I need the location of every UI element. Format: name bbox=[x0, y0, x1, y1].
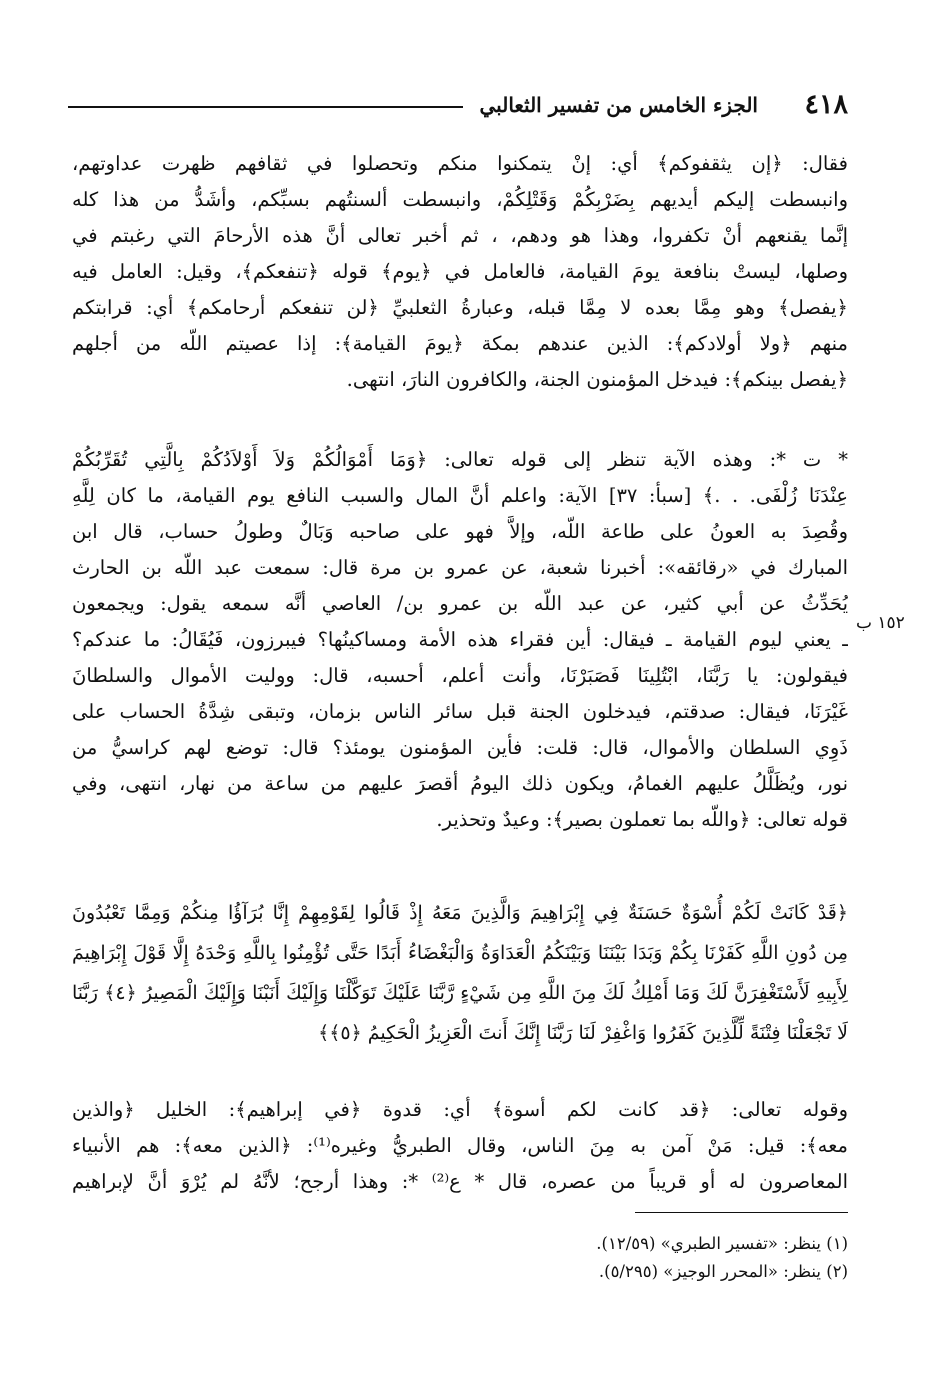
text-line: معه﴾: قيل: مَنْ آمن به مِنَ الناس، وقال الطبريُّ وغيره⁽¹⁾: ﴿الذين معه﴾: هم الأنبياء bbox=[72, 1134, 848, 1157]
text-line: عِنْدَنَا زُلْفَى. . .﴾ [سبأ: ٣٧] الآية: واعلم أنَّ المال والسبب النافع يوم القيامة، ما كان لِلَّهِ bbox=[72, 484, 848, 507]
text-line: ـ يعني ليوم القيامة ـ فيقال: أين فقراء هذه الأمة ومساكينُها؟ فيبرزون، فَيُقَالُ: ما عندكم؟ bbox=[72, 628, 848, 651]
text-line: ذَوِي السلطان والأموال، قال: قلت: فأين المؤمنون يومئذ؟ قال: توضع لهم كراسيُّ من bbox=[72, 736, 848, 759]
paragraph-1 bbox=[72, 146, 848, 398]
verse-line: لَا تَجْعَلْنَا فِتْنَةً لِّلَّذِينَ كَفَرُوا وَاغْفِرْ لَنَا رَبَّنَا إِنَّكَ أَنتَ الْعَزِيزُ الْحَكِيمُ ﴿٥﴾﴾ bbox=[318, 1022, 848, 1044]
header-rule bbox=[68, 106, 463, 108]
verse-line: ﴿قَدْ كَانَتْ لَكُمْ أُسْوَةٌ حَسَنَةٌ فِي إِبْرَاهِيمَ وَالَّذِينَ مَعَهُ إِذْ قَالُوا لِقَوْمِهِمْ إِنَّا بُرَآؤُا مِنكُمْ وَمِمَّا تَعْبُدُونَ bbox=[72, 902, 848, 924]
text-line: وانبسطت إليكم أيديهم بِضَرْبِكُمْ وَقَتْلِكُمْ، وانبسطت ألسنتُهم بسبِّكم، وأشَدُّ من هذا كله bbox=[72, 188, 848, 211]
text-line: المعاصرون له أو قريباً من عصره، قال * ع⁽²⁾ *: وهذا أرجح؛ لأنَّهُ لم يُرْوَ أنَّ لإبراهيم bbox=[72, 1170, 848, 1193]
text-line: وصلها، ليستْ بنافعة يومَ القيامة، فالعامل في ﴿يوم﴾ قوله ﴿تنفعكم﴾، وقيل: العامل فيه bbox=[72, 260, 848, 283]
verse-line: مِن دُونِ اللَّهِ كَفَرْنَا بِكُمْ وَبَدَا بَيْنَنَا وَبَيْنَكُمُ الْعَدَاوَةُ وَالْبَغْضَاءُ أَبَدًا حَتَّى تُؤْمِنُوا بِاللَّهِ وَحْدَهُ إِلَّا قَوْلَ إِبْرَاهِيمَ bbox=[72, 942, 848, 964]
text-line: نور، ويُظَلَّلُ عليهم الغمامُ، ويكون ذلك اليومُ أقصرَ عليهم من ساعة من نهار، انتهى، وفي bbox=[72, 772, 848, 795]
paragraph-4 bbox=[72, 1092, 848, 1200]
footnote: (٢) ينظر: «المحرر الوجيز» (٥/٢٩٥). bbox=[598, 1262, 848, 1281]
page-number: ٤١٨ bbox=[804, 89, 848, 120]
page-header bbox=[68, 88, 848, 128]
text-line: قوله تعالى: ﴿واللّه بما تعملون بصير﴾: وعيدٌ وتحذير. bbox=[436, 808, 848, 831]
text-line: فقال: ﴿إن يثقفوكم﴾ أي: إنْ يتمكنوا منكم وتحصلوا في ثقافهم ظهرت عداوتهم، bbox=[72, 152, 848, 175]
text-line: غَيْرَنَا، فيقال: صدقتم، فيدخلون الجنة قبل سائر الناس بزمان، وتبقى شِدَّةُ الحساب على bbox=[72, 700, 848, 723]
running-title: الجزء الخامس من تفسير الثعالبي bbox=[479, 93, 758, 117]
footnotes bbox=[88, 1230, 848, 1286]
text-line: ﴿يفصل بينكم﴾: فيدخل المؤمنون الجنة، والكافرون النارَ، انتهى. bbox=[346, 368, 848, 391]
verse-line: لِأَبِيهِ لَأَسْتَغْفِرَنَّ لَكَ وَمَا أَمْلِكُ لَكَ مِنَ اللَّهِ مِن شَيْءٍ رَّبَّنَا عَلَيْكَ تَوَكَّلْنَا وَإِلَيْكَ أَنَبْنَا وَإِلَيْكَ الْمَصِيرُ ﴿٤﴾ رَبَّنَا bbox=[72, 982, 848, 1004]
paragraph-2 bbox=[72, 442, 848, 838]
footnote: (١) ينظر: «تفسير الطبري» (١٢/٥٩). bbox=[596, 1234, 848, 1253]
text-line: المبارك في «رقائقه»: أخبرنا شعبة، عن عمرو بن مرة قال: سمعت عبد اللّه بن الحارث bbox=[72, 556, 848, 579]
text-line: فيقولون: يا رَبَّنَا، ابْتُلِينَا فَصَبَرْنَا، وأنت أعلم، أحسبه، قال: ووليت الأموال والسلطانَ bbox=[72, 664, 848, 687]
text-line: منهم ﴿ولا أولادكم﴾: الذين عندهم بمكة ﴿يومَ القيامة﴾: إذا عصيتم اللّه من أجلهم bbox=[72, 332, 848, 355]
text-line: يُحَدِّثُ عن أبي كثير، عن عبد اللّه بن عمرو بن/ العاصي أنَّه سمعه يقول: ويجمعون bbox=[72, 592, 848, 615]
text-line: وقوله تعالى: ﴿قد كانت لكم أسوة﴾ أي: قدوة ﴿في إبراهيم﴾: الخليل ﴿والذين bbox=[72, 1098, 848, 1121]
margin-folio-note: ١٥٢ ب bbox=[856, 613, 905, 633]
text-line: وقُصِدَ به العونُ على طاعة اللّه، وإلاَّ فهو على صاحبه وَبَالٌ وطولُ حساب، قال ابن bbox=[72, 520, 848, 543]
text-line: ﴿يفصل﴾ وهو مِمَّا بعده لا مِمَّا قبله، وعبارةُ الثعلبيِّ ﴿لن تنفعكم أرحامكم﴾ أي: قرابتكم bbox=[72, 296, 848, 319]
text-line: إنَّما يقنعهم أنْ تكفروا، وهذا هو ودهم، ، ثم أخبر تعالى أنَّ هذه الأرحامَ التي رغبتم في bbox=[72, 224, 848, 247]
footnote-separator bbox=[635, 1212, 848, 1213]
text-line: * ت *: وهذه الآية تنظر إلى قوله تعالى: ﴿وَمَا أَمْوَالُكُمْ وَلاَ أَوْلاَدُكُمْ بِالَّتِي تُقَرِّبُكُمْ bbox=[72, 448, 848, 471]
quran-verses-block bbox=[72, 893, 848, 1053]
